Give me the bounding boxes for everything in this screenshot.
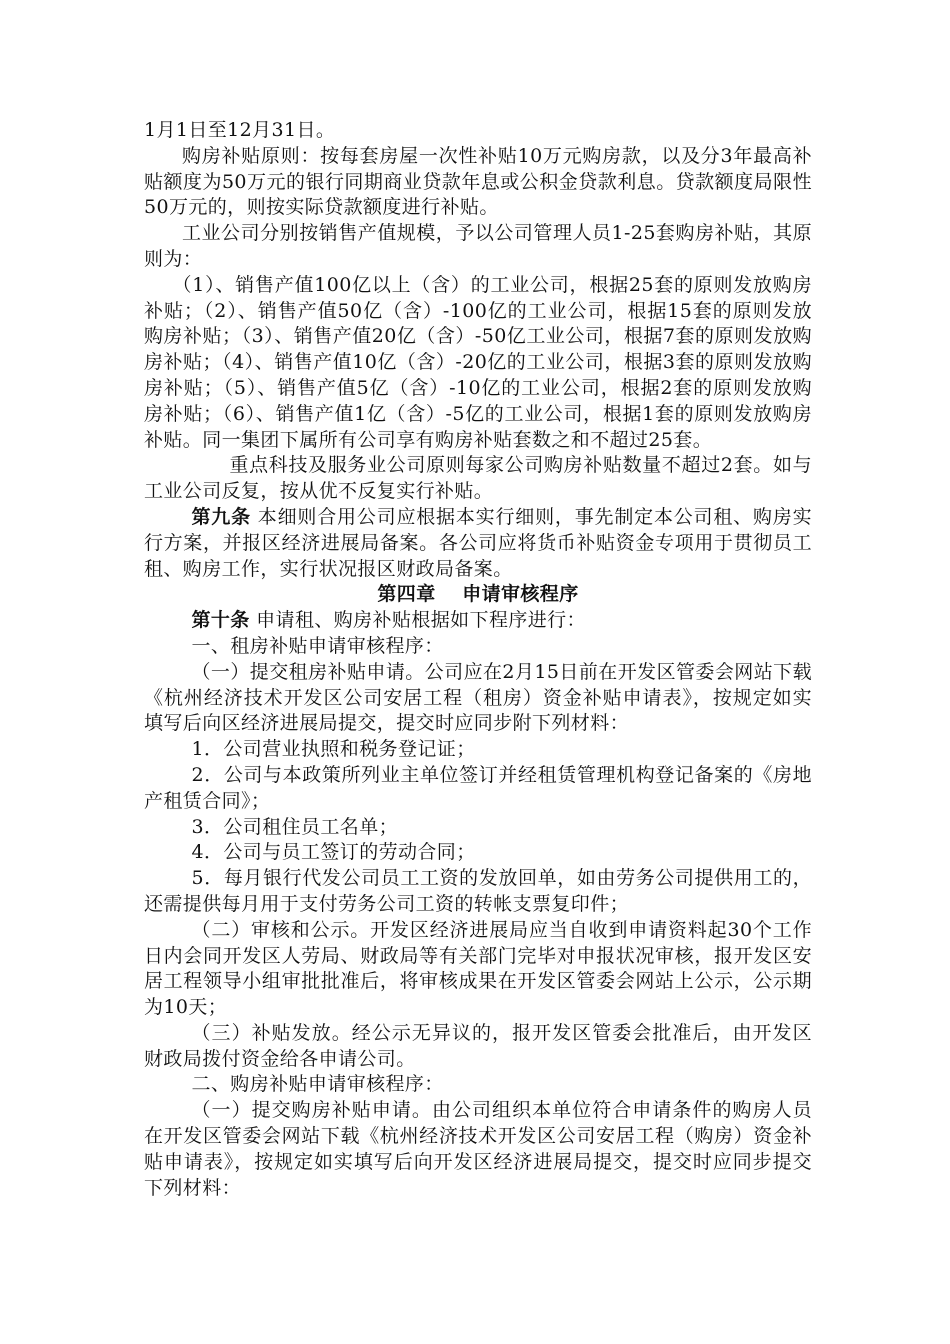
paragraph-purchase-principle: 购房补贴原则：按每套房屋一次性补贴10万元购房款，以及分3年最高补贴额度为50万元的银行同期商业贷款年息或公积金贷款利息。贷款额度局限性50万元的，则按实际贷款额度进行补贴。 <box>144 144 812 219</box>
article-9-label: 第九条 <box>191 505 251 528</box>
section-purchase-procedure: 二、购房补贴申请审核程序： <box>191 1073 444 1096</box>
article-10-text: 申请租、购房补贴根据如下程序进行： <box>249 609 586 632</box>
paragraph-rent-application: （一）提交租房补贴申请。公司应在2月15日前在开发区管委会网站下载《杭州经济技术开发区公司安居工程（租房）资金补贴申请表》，按规定如实填写后向区经济进展局提交，提交时应同步附下列材料： <box>144 660 812 735</box>
paragraph-key-tech-services: 重点科技及服务业公司原则每家公司购房补贴数量不超过2套。如与工业公司反复，按从优不反复实行补贴。 <box>144 454 812 503</box>
paragraph-purchase-application: （一）提交购房补贴申请。由公司组织本单位符合申请条件的购房人员在开发区管委会网站下载《杭州经济技术开发区公司安居工程（购房）资金补贴申请表》，按规定如实填写后向开发区经济进展局提交，提交时应同步提交下列材料： <box>144 1099 812 1199</box>
document-body <box>144 118 812 1201</box>
chapter-number: 第四章 <box>377 583 436 606</box>
list-item-3: 3．公司租住员工名单； <box>191 815 398 838</box>
section-rent-procedure: 一、租房补贴申请审核程序： <box>191 634 444 657</box>
paragraph-review-publicity: （二）审核和公示。开发区经济进展局应当自收到申请资料起30个工作日内会同开发区人劳局、财政局等有关部门完毕对申报状况审核，报开发区安居工程领导小组审批批准后，将审核成果在开发区管委会网站上公示，公示期为10天； <box>144 918 812 1019</box>
paragraph-date-range: 1月1日至12月31日。 <box>144 119 336 141</box>
article-9-text: 本细则合用公司应根据本实行细则，事先制定本公司租、购房实行方案，并报区经济进展局备案。各公司应将货币补贴资金专项用于贯彻员工租、购房工作，实行状况报区财政局备案。 <box>144 505 812 580</box>
article-10-label: 第十条 <box>191 609 250 632</box>
list-item-5: 5．每月银行代发公司员工工资的发放回单，如由劳务公司提供用工的，还需提供每月用于支付劳务公司工资的转帐支票复印件； <box>144 867 812 915</box>
paragraph-subsidy-payment: （三）补贴发放。经公示无异议的，报开发区管委会批准后，由开发区财政局拨付资金给各申请公司。 <box>144 1021 812 1070</box>
paragraph-article-10 <box>144 608 812 634</box>
paragraph-quota-tiers: （1）、销售产值100亿以上（含）的工业公司，根据25套的原则发放购房补贴；（2）、销售产值50亿（含）-100亿的工业公司，根据15套的原则发放购房补贴；（3）、销售产值20亿（含）-50亿工业公司，根据7套的原则发放购房补贴；（4）、销售产值10亿（含）-20亿的工业公司，根据3套的原则发放购房补贴；（5）、销售产值5亿（含）-10亿的工业公司，根据2套的原则发放购房补贴；（6）、销售产值1亿（含）-5亿的工业公司，根据1套的原则发放购房补贴。同一集团下属所有公司享有购房补贴套数之和不超过25套。 <box>144 273 812 451</box>
list-item-2: 2．公司与本政策所列业主单位签订并经租赁管理机构登记备案的《房地产租赁合同》； <box>144 763 812 812</box>
list-item-4: 4．公司与员工签订的劳动合同； <box>191 841 476 864</box>
paragraph-article-9 <box>144 505 812 582</box>
paragraph-industrial-companies: 工业公司分别按销售产值规模，予以公司管理人员1-25套购房补贴，其原则为： <box>144 222 812 270</box>
chapter-heading <box>144 582 812 608</box>
list-item-1: 1．公司营业执照和税务登记证； <box>191 738 476 761</box>
chapter-title: 申请审核程序 <box>462 583 579 606</box>
